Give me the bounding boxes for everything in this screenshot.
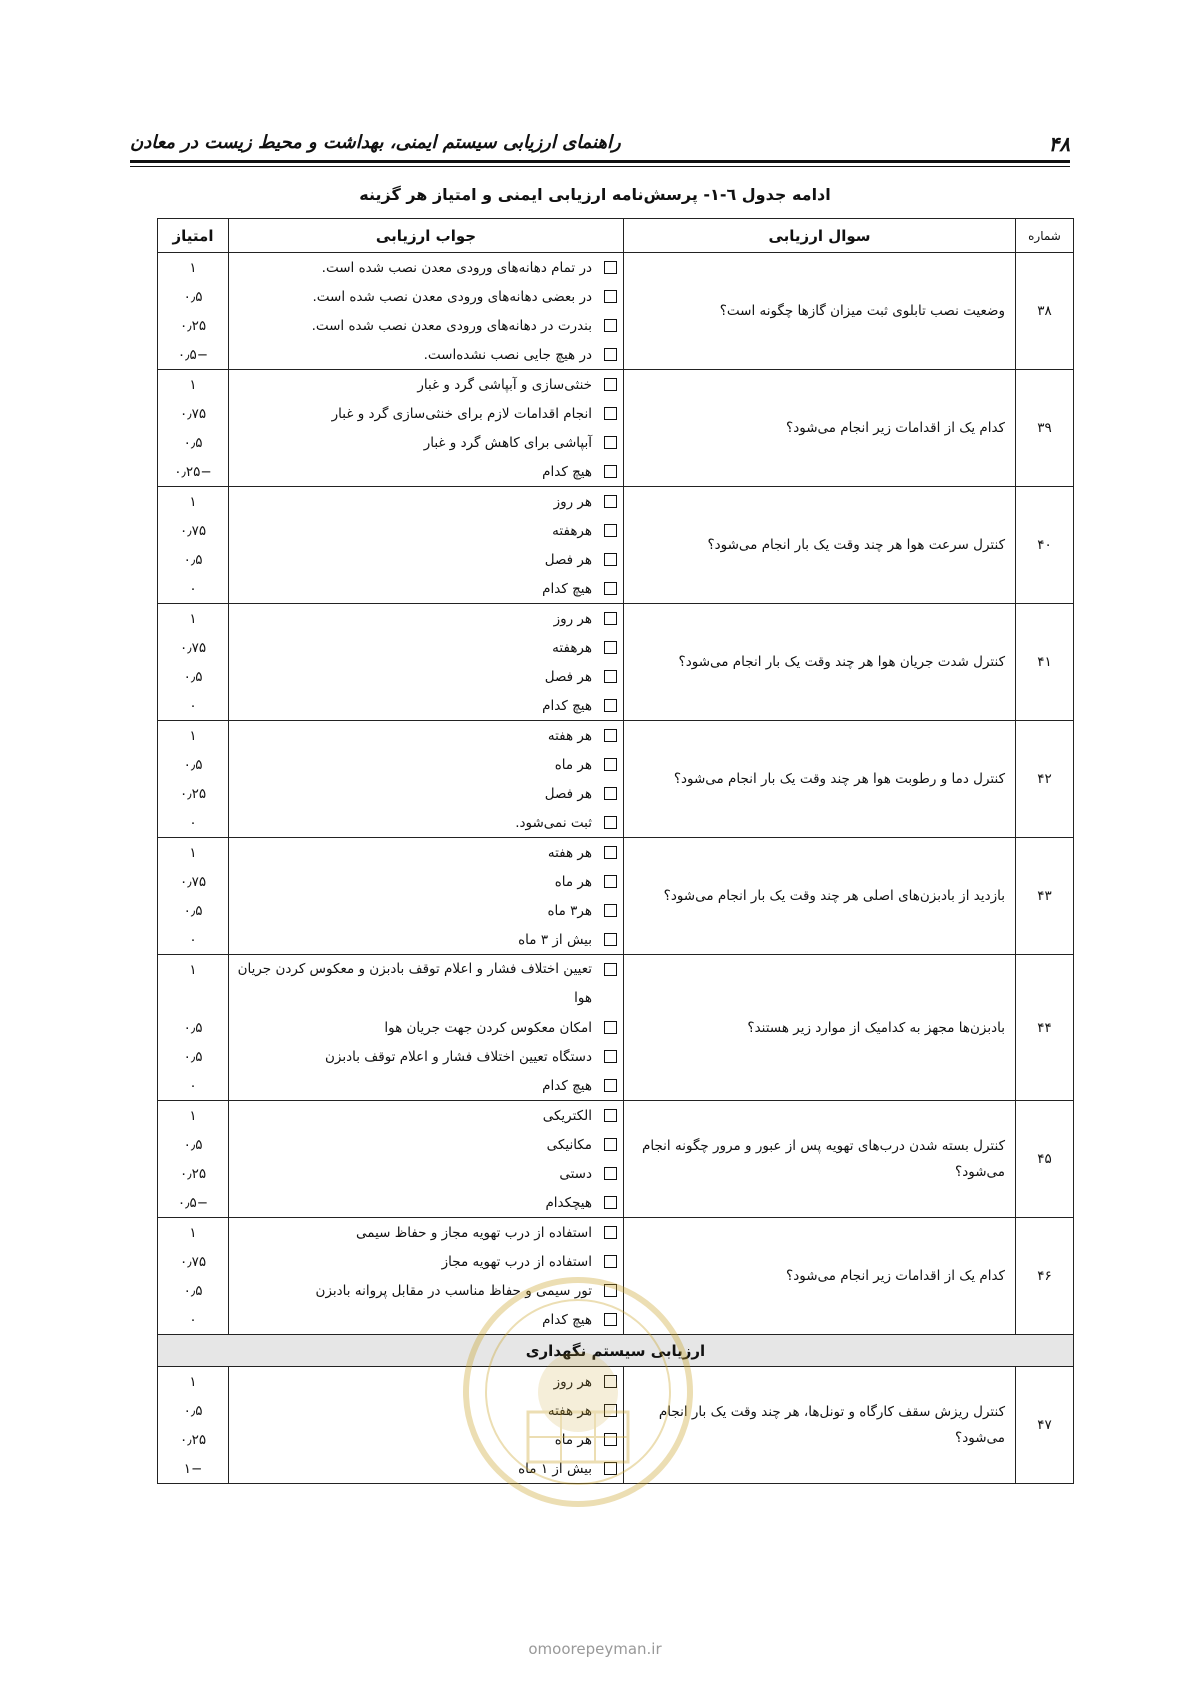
option-score: ۰٫۲۵ — [179, 785, 207, 802]
checkbox-icon[interactable] — [604, 553, 617, 566]
table-caption: ادامه جدول ٦-١- پرسش‌نامه ارزیابی ایمنی و امتیاز هر گزینه — [359, 185, 831, 204]
checkbox-icon[interactable] — [604, 1433, 617, 1446]
checkbox-icon[interactable] — [604, 582, 617, 595]
option-score: ۰٫۵ — [183, 1402, 203, 1419]
answer-option[interactable] — [229, 808, 623, 837]
answer-options — [229, 1367, 624, 1484]
answer-option-label: هر ماه — [554, 756, 592, 773]
option-score: ۰ — [189, 697, 197, 714]
option-score: ۰٫۵ — [183, 756, 203, 773]
checkbox-icon[interactable] — [604, 699, 617, 712]
column-header-answer: جواب ارزیابی — [229, 219, 624, 253]
answer-option-label: در هیچ جایی نصب نشده‌است. — [423, 346, 592, 363]
answer-option[interactable] — [229, 487, 623, 516]
checkbox-icon[interactable] — [604, 1109, 617, 1122]
answer-option-label: استفاده از درب تهویه مجاز و حفاظ سیمی — [356, 1224, 592, 1241]
option-score: ۱ — [189, 844, 197, 861]
option-score: ۰٫۷۵ — [179, 639, 207, 656]
option-score: ۰٫۵ — [183, 551, 203, 568]
option-score: ۰٫۵ — [183, 1136, 203, 1153]
checkbox-icon[interactable] — [604, 261, 617, 274]
checkbox-icon[interactable] — [604, 1138, 617, 1151]
question-text: وضعیت نصب تابلوی ثبت میزان گازها چگونه است؟ — [624, 253, 1016, 370]
answer-option-label: هر ماه — [554, 873, 592, 890]
answer-option[interactable] — [229, 1042, 623, 1071]
answer-option-label: بیش از ۳ ماه — [518, 931, 592, 948]
row-number: ۴۷ — [1016, 1367, 1074, 1484]
option-score: ۰ — [189, 1077, 197, 1094]
checkbox-icon[interactable] — [604, 1021, 617, 1034]
answer-option[interactable] — [229, 1218, 623, 1247]
score-list — [158, 487, 229, 604]
answer-option-label: الکتریکی — [542, 1107, 592, 1124]
answer-option[interactable] — [229, 545, 623, 574]
answer-option-label: هر۳ ماه — [547, 902, 592, 919]
option-score: ۱ — [189, 259, 197, 276]
answer-option[interactable] — [229, 1101, 623, 1130]
answer-option-label: در بعضی دهانه‌های ورودی معدن نصب شده است. — [312, 288, 592, 305]
answer-option-label: بندرت در دهانه‌های ورودی معدن نصب شده است. — [311, 317, 592, 334]
row-number: ۴۲ — [1016, 721, 1074, 838]
answer-option[interactable] — [229, 604, 623, 633]
answer-option-label: هیچ کدام — [542, 1311, 592, 1328]
answer-option[interactable] — [229, 925, 623, 954]
answer-options — [229, 838, 624, 955]
option-score: ۰٫۵ — [183, 902, 203, 919]
answer-option-label: امکان معکوس کردن جهت جریان هوا — [384, 1019, 592, 1036]
option-score: ۰٫۷۵ — [179, 522, 207, 539]
checkbox-icon[interactable] — [604, 758, 617, 771]
table-row — [158, 370, 1074, 487]
answer-option-label: هر روز — [553, 1373, 592, 1390]
row-number: ۴۱ — [1016, 604, 1074, 721]
answer-option-label: هرهفته — [552, 639, 592, 656]
column-header-number: شماره — [1016, 219, 1074, 253]
option-score: ۰٫۷۵ — [179, 405, 207, 422]
checkbox-icon[interactable] — [604, 1050, 617, 1063]
checkbox-icon[interactable] — [604, 787, 617, 800]
checkbox-icon[interactable] — [604, 465, 617, 478]
option-score: ۰٫۲۵ — [179, 1165, 207, 1182]
checkbox-icon[interactable] — [604, 875, 617, 888]
answer-option-label: هر فصل — [544, 785, 592, 802]
section-title: ارزیابی سیستم نگهداری — [158, 1335, 1074, 1367]
option-score: ۰ — [189, 814, 197, 831]
question-text: کنترل بسته شدن درب‌های تهویه پس از عبور و مرور چگونه انجام می‌شود؟ — [624, 1101, 1016, 1218]
answer-option[interactable] — [229, 311, 623, 340]
answer-option[interactable] — [229, 253, 623, 282]
page-header — [130, 128, 1070, 162]
answer-option[interactable] — [229, 1188, 623, 1217]
answer-option[interactable] — [229, 457, 623, 486]
checkbox-icon[interactable] — [604, 670, 617, 683]
answer-option[interactable] — [229, 896, 623, 925]
answer-option-label: هرهفته — [552, 522, 592, 539]
answer-option-label: در تمام دهانه‌های ورودی معدن نصب شده است. — [321, 259, 592, 276]
answer-option-label: انجام اقدامات لازم برای خنثی‌سازی گرد و غبار — [331, 405, 592, 422]
table-row — [158, 1218, 1074, 1335]
option-score: ۱ — [189, 1107, 197, 1124]
row-number: ۴۰ — [1016, 487, 1074, 604]
checkbox-icon[interactable] — [604, 524, 617, 537]
option-score: −۰٫۵ — [177, 346, 209, 363]
row-number: ۳۹ — [1016, 370, 1074, 487]
score-list — [158, 955, 229, 1101]
checkbox-icon[interactable] — [604, 407, 617, 420]
answer-option[interactable] — [229, 1247, 623, 1276]
checkbox-icon[interactable] — [604, 641, 617, 654]
table-row — [158, 1367, 1074, 1484]
question-text: کدام یک از اقدامات زیر انجام می‌شود؟ — [624, 1218, 1016, 1335]
checkbox-icon[interactable] — [604, 846, 617, 859]
answer-option[interactable] — [229, 1425, 623, 1454]
section-row — [158, 1335, 1074, 1367]
checkbox-icon[interactable] — [604, 1196, 617, 1209]
question-text: کنترل ریزش سقف کارگاه و تونل‌ها، هر چند وقت یک بار انجام می‌شود؟ — [624, 1367, 1016, 1484]
checkbox-icon[interactable] — [604, 1284, 617, 1297]
question-text: بادبزن‌ها مجهز به کدامیک از موارد زیر هستند؟ — [624, 955, 1016, 1101]
question-text: کنترل دما و رطوبت هوا هر چند وقت یک بار انجام می‌شود؟ — [624, 721, 1016, 838]
answer-option[interactable] — [229, 1130, 623, 1159]
answer-options — [229, 487, 624, 604]
answer-option-label: استفاده از درب تهویه مجاز — [441, 1253, 592, 1270]
answer-option[interactable] — [229, 838, 623, 867]
answer-option-label: هر هفته — [547, 844, 592, 861]
row-number: ۴۳ — [1016, 838, 1074, 955]
option-score: ۱ — [189, 376, 197, 393]
answer-option[interactable] — [229, 1396, 623, 1425]
answer-options — [229, 1218, 624, 1335]
table-row — [158, 604, 1074, 721]
score-list — [158, 1367, 229, 1484]
answer-option[interactable] — [229, 1276, 623, 1305]
checkbox-icon[interactable] — [604, 816, 617, 829]
option-score: ۰٫۵ — [183, 434, 203, 451]
answer-option[interactable] — [229, 955, 623, 1013]
question-text: کدام یک از اقدامات زیر انجام می‌شود؟ — [624, 370, 1016, 487]
table-header-row — [158, 219, 1074, 253]
table-row — [158, 838, 1074, 955]
score-list — [158, 721, 229, 838]
score-list — [158, 838, 229, 955]
column-header-score: امتیاز — [158, 219, 229, 253]
answer-option[interactable] — [229, 428, 623, 457]
answer-option[interactable] — [229, 662, 623, 691]
table-row — [158, 487, 1074, 604]
answer-option[interactable] — [229, 633, 623, 662]
option-score: ۱ — [189, 961, 197, 978]
question-text: کنترل سرعت هوا هر چند وقت یک بار انجام می‌شود؟ — [624, 487, 1016, 604]
header-rule-thin — [130, 166, 1070, 167]
answer-option-label: تور سیمی و حفاظ مناسب در مقابل پروانه بادبزن — [315, 1282, 592, 1299]
option-score: ۰٫۷۵ — [179, 1253, 207, 1270]
answer-option[interactable] — [229, 1071, 623, 1100]
answer-option-label: هیچ کدام — [542, 580, 592, 597]
option-score: ۰ — [189, 931, 197, 948]
answer-option[interactable] — [229, 1367, 623, 1396]
checkbox-icon[interactable] — [604, 1404, 617, 1417]
checkbox-icon[interactable] — [604, 1167, 617, 1180]
row-number: ۴۵ — [1016, 1101, 1074, 1218]
answer-option[interactable] — [229, 1454, 623, 1483]
answer-option-label: مکانیکی — [546, 1136, 592, 1153]
answer-option-label: هر ماه — [554, 1431, 592, 1448]
answer-option-label: هر فصل — [544, 551, 592, 568]
option-score: ۱ — [189, 727, 197, 744]
answer-option-label: آبپاشی برای کاهش گرد و غبار — [423, 434, 592, 451]
checkbox-icon[interactable] — [604, 1462, 617, 1475]
question-text: کنترل شدت جریان هوا هر چند وقت یک بار انجام می‌شود؟ — [624, 604, 1016, 721]
answer-option[interactable] — [229, 370, 623, 399]
answer-option-label: هر روز — [553, 610, 592, 627]
header-rule-thick — [130, 160, 1070, 163]
checkbox-icon[interactable] — [604, 933, 617, 946]
section-block — [158, 1335, 1074, 1367]
checkbox-icon[interactable] — [604, 348, 617, 361]
answer-option-label: هیچکدام — [545, 1194, 592, 1211]
answer-option-label: دستگاه تعیین اختلاف فشار و اعلام توقف بادبزن — [324, 1048, 592, 1065]
checkbox-icon[interactable] — [604, 495, 617, 508]
answer-option[interactable] — [229, 867, 623, 896]
answer-option[interactable] — [229, 340, 623, 369]
answer-option[interactable] — [229, 399, 623, 428]
answer-option-label: خنثی‌سازی و آبپاشی گرد و غبار — [417, 376, 592, 393]
option-score: ۰ — [189, 1311, 197, 1328]
answer-option[interactable] — [229, 1305, 623, 1334]
option-score: ۰٫۲۵ — [179, 1431, 207, 1448]
checkbox-icon[interactable] — [604, 1375, 617, 1388]
answer-option[interactable] — [229, 1159, 623, 1188]
score-list — [158, 370, 229, 487]
checkbox-icon[interactable] — [604, 904, 617, 917]
checkbox-icon[interactable] — [604, 1079, 617, 1092]
table-body — [158, 253, 1074, 1335]
table-row — [158, 721, 1074, 838]
footer-website: omoorepeyman.ir — [528, 1640, 662, 1658]
checkbox-icon[interactable] — [604, 1313, 617, 1326]
option-score: ۱ — [189, 1373, 197, 1390]
checkbox-icon[interactable] — [604, 612, 617, 625]
option-score: ۰٫۵ — [183, 1048, 203, 1065]
table-row — [158, 1101, 1074, 1218]
checkbox-icon[interactable] — [604, 290, 617, 303]
checkbox-icon[interactable] — [604, 436, 617, 449]
answer-option-label: هر هفته — [547, 1402, 592, 1419]
table-body-after-section — [158, 1367, 1074, 1484]
answer-option-label: هر فصل — [544, 668, 592, 685]
score-list — [158, 1101, 229, 1218]
option-score: ۰٫۵ — [183, 1019, 203, 1036]
answer-options — [229, 370, 624, 487]
answer-options — [229, 721, 624, 838]
checkbox-icon[interactable] — [604, 729, 617, 742]
answer-option-label: هر هفته — [547, 727, 592, 744]
answer-option[interactable] — [229, 1013, 623, 1042]
score-list — [158, 1218, 229, 1335]
option-score: ۰٫۵ — [183, 288, 203, 305]
answer-options — [229, 604, 624, 721]
checkbox-icon[interactable] — [604, 378, 617, 391]
answer-option[interactable] — [229, 721, 623, 750]
option-score: ۰٫۷۵ — [179, 873, 207, 890]
answer-option-label: بیش از ۱ ماه — [518, 1460, 592, 1477]
table-row — [158, 955, 1074, 1101]
answer-option[interactable] — [229, 574, 623, 603]
column-header-question: سوال ارزیابی — [624, 219, 1016, 253]
option-score: −۱ — [183, 1460, 203, 1477]
option-score: ۰ — [189, 580, 197, 597]
table-row — [158, 253, 1074, 370]
answer-options — [229, 1101, 624, 1218]
row-number: ۴۴ — [1016, 955, 1074, 1101]
answer-option[interactable] — [229, 691, 623, 720]
answer-option[interactable] — [229, 779, 623, 808]
answer-option-label: هر روز — [553, 493, 592, 510]
option-score: −۰٫۵ — [177, 1194, 209, 1211]
answer-options — [229, 253, 624, 370]
option-score: ۰٫۵ — [183, 1282, 203, 1299]
checkbox-icon[interactable] — [604, 1255, 617, 1268]
page-number: ۴۸ — [1048, 132, 1070, 156]
answer-option[interactable] — [229, 282, 623, 311]
answer-option-label: هیچ کدام — [542, 463, 592, 480]
answer-options — [229, 955, 624, 1101]
row-number: ۴۶ — [1016, 1218, 1074, 1335]
running-title: راهنمای ارزیابی سیستم ایمنی، بهداشت و محیط زیست در معادن — [130, 132, 621, 153]
option-score: ۰٫۵ — [183, 668, 203, 685]
checkbox-icon[interactable] — [604, 1226, 617, 1239]
answer-option-label: ثبت نمی‌شود. — [515, 814, 592, 831]
score-list — [158, 253, 229, 370]
assessment-table — [157, 218, 1074, 1484]
answer-option-label: هیچ کدام — [542, 1077, 592, 1094]
option-score: ۱ — [189, 610, 197, 627]
row-number: ۳۸ — [1016, 253, 1074, 370]
answer-option-label: دستی — [559, 1165, 592, 1182]
checkbox-icon[interactable] — [604, 963, 617, 976]
option-score: −۰٫۲۵ — [174, 463, 212, 480]
answer-option[interactable] — [229, 516, 623, 545]
score-spacer — [158, 984, 228, 1013]
answer-option-label: تعیین اختلاف فشار و اعلام توقف بادبزن و معکوس کردن جریان هوا — [237, 961, 592, 1006]
score-list — [158, 604, 229, 721]
option-score: ۱ — [189, 1224, 197, 1241]
checkbox-icon[interactable] — [604, 319, 617, 332]
answer-option[interactable] — [229, 750, 623, 779]
option-score: ۰٫۲۵ — [179, 317, 207, 334]
answer-option-label: هیچ کدام — [542, 697, 592, 714]
option-score: ۱ — [189, 493, 197, 510]
question-text: بازدید از بادبزن‌های اصلی هر چند وقت یک بار انجام می‌شود؟ — [624, 838, 1016, 955]
